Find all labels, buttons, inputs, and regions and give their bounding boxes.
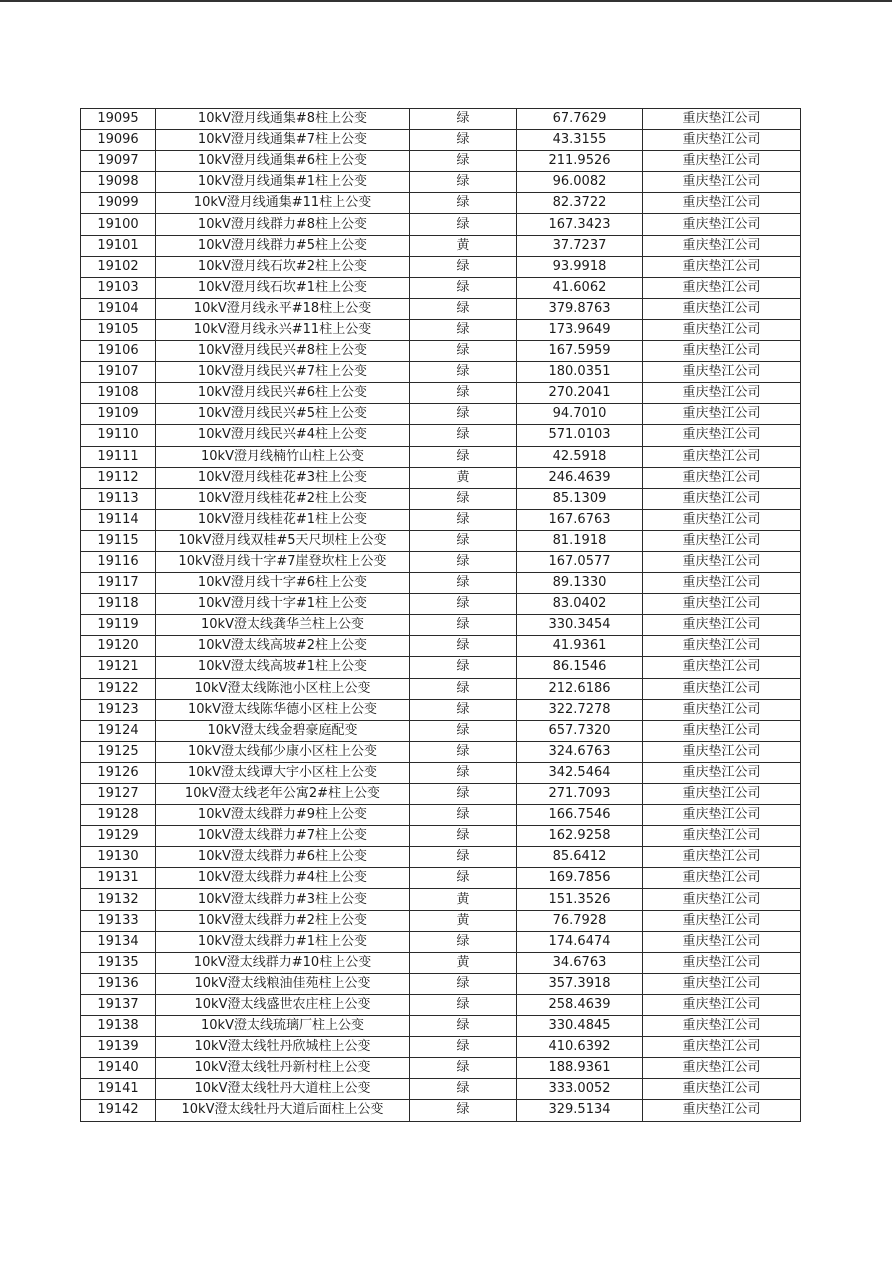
transformer-name-cell: 10kV澄月线桂花#3柱上公变 xyxy=(156,467,410,488)
transformer-name-cell: 10kV澄太线郁少康小区柱上公变 xyxy=(156,741,410,762)
transformer-name-cell: 10kV澄太线龚华兰柱上公变 xyxy=(156,615,410,636)
company-cell: 重庆垫江公司 xyxy=(643,130,801,151)
company-cell: 重庆垫江公司 xyxy=(643,615,801,636)
table-row xyxy=(81,931,801,952)
status-cell: 绿 xyxy=(410,762,517,783)
value-cell: 167.0577 xyxy=(517,551,643,572)
transformer-name-cell: 10kV澄月线民兴#8柱上公变 xyxy=(156,341,410,362)
value-cell: 34.6763 xyxy=(517,952,643,973)
row-id-cell: 19137 xyxy=(81,994,156,1015)
status-cell: 绿 xyxy=(410,172,517,193)
transformer-name-cell: 10kV澄月线群力#5柱上公变 xyxy=(156,235,410,256)
company-cell: 重庆垫江公司 xyxy=(643,952,801,973)
transformer-name-cell: 10kV澄月线民兴#7柱上公变 xyxy=(156,362,410,383)
value-cell: 188.9361 xyxy=(517,1058,643,1079)
status-cell: 绿 xyxy=(410,657,517,678)
table-row xyxy=(81,784,801,805)
value-cell: 85.6412 xyxy=(517,847,643,868)
row-id-cell: 19097 xyxy=(81,151,156,172)
status-cell: 绿 xyxy=(410,530,517,551)
table-row xyxy=(81,172,801,193)
table-row xyxy=(81,826,801,847)
value-cell: 37.7237 xyxy=(517,235,643,256)
row-id-cell: 19142 xyxy=(81,1100,156,1121)
table-row xyxy=(81,678,801,699)
row-id-cell: 19138 xyxy=(81,1016,156,1037)
row-id-cell: 19100 xyxy=(81,214,156,235)
status-cell: 绿 xyxy=(410,805,517,826)
row-id-cell: 19105 xyxy=(81,319,156,340)
transformer-name-cell: 10kV澄太线群力#3柱上公变 xyxy=(156,889,410,910)
status-cell: 绿 xyxy=(410,615,517,636)
row-id-cell: 19129 xyxy=(81,826,156,847)
table-row xyxy=(81,362,801,383)
value-cell: 246.4639 xyxy=(517,467,643,488)
transformer-name-cell: 10kV澄太线粮油佳苑柱上公变 xyxy=(156,973,410,994)
status-cell: 绿 xyxy=(410,573,517,594)
table-row xyxy=(81,1037,801,1058)
row-id-cell: 19112 xyxy=(81,467,156,488)
table-row xyxy=(81,488,801,509)
row-id-cell: 19136 xyxy=(81,973,156,994)
table-row xyxy=(81,151,801,172)
status-cell: 绿 xyxy=(410,868,517,889)
row-id-cell: 19133 xyxy=(81,910,156,931)
status-cell: 绿 xyxy=(410,1016,517,1037)
value-cell: 42.5918 xyxy=(517,446,643,467)
company-cell: 重庆垫江公司 xyxy=(643,784,801,805)
table-row xyxy=(81,298,801,319)
transformer-name-cell: 10kV澄月线永兴#11柱上公变 xyxy=(156,319,410,340)
value-cell: 41.6062 xyxy=(517,277,643,298)
table-row xyxy=(81,573,801,594)
status-cell: 绿 xyxy=(410,994,517,1015)
table-row xyxy=(81,594,801,615)
table-row xyxy=(81,446,801,467)
value-cell: 571.0103 xyxy=(517,425,643,446)
row-id-cell: 19131 xyxy=(81,868,156,889)
status-cell: 绿 xyxy=(410,362,517,383)
status-cell: 绿 xyxy=(410,298,517,319)
transformer-name-cell: 10kV澄月线桂花#1柱上公变 xyxy=(156,509,410,530)
value-cell: 211.9526 xyxy=(517,151,643,172)
value-cell: 83.0402 xyxy=(517,594,643,615)
row-id-cell: 19126 xyxy=(81,762,156,783)
table-row xyxy=(81,404,801,425)
company-cell: 重庆垫江公司 xyxy=(643,151,801,172)
transformer-name-cell: 10kV澄月线通集#1柱上公变 xyxy=(156,172,410,193)
table-row xyxy=(81,952,801,973)
row-id-cell: 19139 xyxy=(81,1037,156,1058)
row-id-cell: 19120 xyxy=(81,636,156,657)
value-cell: 166.7546 xyxy=(517,805,643,826)
company-cell: 重庆垫江公司 xyxy=(643,931,801,952)
status-cell: 绿 xyxy=(410,319,517,340)
row-id-cell: 19099 xyxy=(81,193,156,214)
value-cell: 169.7856 xyxy=(517,868,643,889)
transformer-name-cell: 10kV澄月线十字#1柱上公变 xyxy=(156,594,410,615)
row-id-cell: 19128 xyxy=(81,805,156,826)
company-cell: 重庆垫江公司 xyxy=(643,636,801,657)
table-row xyxy=(81,235,801,256)
table-row xyxy=(81,551,801,572)
transformer-name-cell: 10kV澄月线民兴#5柱上公变 xyxy=(156,404,410,425)
row-id-cell: 19114 xyxy=(81,509,156,530)
company-cell: 重庆垫江公司 xyxy=(643,762,801,783)
row-id-cell: 19135 xyxy=(81,952,156,973)
status-cell: 绿 xyxy=(410,741,517,762)
transformer-name-cell: 10kV澄太线群力#7柱上公变 xyxy=(156,826,410,847)
status-cell: 绿 xyxy=(410,678,517,699)
company-cell: 重庆垫江公司 xyxy=(643,298,801,319)
transformer-name-cell: 10kV澄太线群力#2柱上公变 xyxy=(156,910,410,931)
row-id-cell: 19107 xyxy=(81,362,156,383)
row-id-cell: 19102 xyxy=(81,256,156,277)
value-cell: 167.5959 xyxy=(517,341,643,362)
table-row xyxy=(81,973,801,994)
table-body xyxy=(81,109,801,1122)
row-id-cell: 19106 xyxy=(81,341,156,362)
row-id-cell: 19134 xyxy=(81,931,156,952)
status-cell: 绿 xyxy=(410,931,517,952)
table-row xyxy=(81,994,801,1015)
transformer-name-cell: 10kV澄太线群力#10柱上公变 xyxy=(156,952,410,973)
company-cell: 重庆垫江公司 xyxy=(643,488,801,509)
table-row xyxy=(81,720,801,741)
transformer-name-cell: 10kV澄太线高坡#1柱上公变 xyxy=(156,657,410,678)
company-cell: 重庆垫江公司 xyxy=(643,193,801,214)
status-cell: 绿 xyxy=(410,425,517,446)
status-cell: 绿 xyxy=(410,130,517,151)
table-row xyxy=(81,341,801,362)
transformer-name-cell: 10kV澄太线群力#4柱上公变 xyxy=(156,868,410,889)
company-cell: 重庆垫江公司 xyxy=(643,467,801,488)
status-cell: 黄 xyxy=(410,910,517,931)
value-cell: 333.0052 xyxy=(517,1079,643,1100)
status-cell: 绿 xyxy=(410,341,517,362)
transformer-name-cell: 10kV澄太线群力#6柱上公变 xyxy=(156,847,410,868)
row-id-cell: 19110 xyxy=(81,425,156,446)
status-cell: 绿 xyxy=(410,404,517,425)
company-cell: 重庆垫江公司 xyxy=(643,826,801,847)
value-cell: 96.0082 xyxy=(517,172,643,193)
table-row xyxy=(81,530,801,551)
transformer-name-cell: 10kV澄月线通集#7柱上公变 xyxy=(156,130,410,151)
status-cell: 黄 xyxy=(410,235,517,256)
table-row xyxy=(81,741,801,762)
table-row xyxy=(81,425,801,446)
row-id-cell: 19132 xyxy=(81,889,156,910)
company-cell: 重庆垫江公司 xyxy=(643,362,801,383)
transformer-name-cell: 10kV澄太线群力#1柱上公变 xyxy=(156,931,410,952)
value-cell: 82.3722 xyxy=(517,193,643,214)
table-row xyxy=(81,910,801,931)
value-cell: 67.7629 xyxy=(517,109,643,130)
value-cell: 162.9258 xyxy=(517,826,643,847)
value-cell: 43.3155 xyxy=(517,130,643,151)
row-id-cell: 19101 xyxy=(81,235,156,256)
company-cell: 重庆垫江公司 xyxy=(643,805,801,826)
transformer-name-cell: 10kV澄太线高坡#2柱上公变 xyxy=(156,636,410,657)
row-id-cell: 19124 xyxy=(81,720,156,741)
table-row xyxy=(81,762,801,783)
company-cell: 重庆垫江公司 xyxy=(643,1079,801,1100)
company-cell: 重庆垫江公司 xyxy=(643,973,801,994)
company-cell: 重庆垫江公司 xyxy=(643,256,801,277)
table-row xyxy=(81,193,801,214)
transformer-name-cell: 10kV澄太线牡丹欣城柱上公变 xyxy=(156,1037,410,1058)
status-cell: 黄 xyxy=(410,889,517,910)
transformer-name-cell: 10kV澄太线金碧豪庭配变 xyxy=(156,720,410,741)
row-id-cell: 19109 xyxy=(81,404,156,425)
table-row xyxy=(81,1100,801,1121)
status-cell: 绿 xyxy=(410,636,517,657)
value-cell: 167.6763 xyxy=(517,509,643,530)
row-id-cell: 19121 xyxy=(81,657,156,678)
row-id-cell: 19095 xyxy=(81,109,156,130)
company-cell: 重庆垫江公司 xyxy=(643,741,801,762)
value-cell: 357.3918 xyxy=(517,973,643,994)
status-cell: 绿 xyxy=(410,1079,517,1100)
value-cell: 270.2041 xyxy=(517,383,643,404)
table-row xyxy=(81,109,801,130)
company-cell: 重庆垫江公司 xyxy=(643,1058,801,1079)
transformer-name-cell: 10kV澄月线民兴#6柱上公变 xyxy=(156,383,410,404)
row-id-cell: 19122 xyxy=(81,678,156,699)
value-cell: 86.1546 xyxy=(517,657,643,678)
company-cell: 重庆垫江公司 xyxy=(643,341,801,362)
value-cell: 81.1918 xyxy=(517,530,643,551)
table-row xyxy=(81,214,801,235)
row-id-cell: 19096 xyxy=(81,130,156,151)
row-id-cell: 19108 xyxy=(81,383,156,404)
company-cell: 重庆垫江公司 xyxy=(643,425,801,446)
status-cell: 绿 xyxy=(410,826,517,847)
transformer-name-cell: 10kV澄太线牡丹大道后面柱上公变 xyxy=(156,1100,410,1121)
table-row xyxy=(81,889,801,910)
transformer-name-cell: 10kV澄月线桂花#2柱上公变 xyxy=(156,488,410,509)
company-cell: 重庆垫江公司 xyxy=(643,277,801,298)
table-row xyxy=(81,805,801,826)
status-cell: 绿 xyxy=(410,973,517,994)
table-row xyxy=(81,319,801,340)
status-cell: 绿 xyxy=(410,193,517,214)
value-cell: 89.1330 xyxy=(517,573,643,594)
status-cell: 绿 xyxy=(410,214,517,235)
transformer-name-cell: 10kV澄太线牡丹大道柱上公变 xyxy=(156,1079,410,1100)
company-cell: 重庆垫江公司 xyxy=(643,214,801,235)
company-cell: 重庆垫江公司 xyxy=(643,1016,801,1037)
value-cell: 322.7278 xyxy=(517,699,643,720)
company-cell: 重庆垫江公司 xyxy=(643,699,801,720)
value-cell: 94.7010 xyxy=(517,404,643,425)
transformer-name-cell: 10kV澄月线民兴#4柱上公变 xyxy=(156,425,410,446)
value-cell: 258.4639 xyxy=(517,994,643,1015)
company-cell: 重庆垫江公司 xyxy=(643,551,801,572)
table-row xyxy=(81,847,801,868)
transformer-name-cell: 10kV澄太线群力#9柱上公变 xyxy=(156,805,410,826)
table-row xyxy=(81,383,801,404)
transformer-name-cell: 10kV澄月线楠竹山柱上公变 xyxy=(156,446,410,467)
row-id-cell: 19117 xyxy=(81,573,156,594)
transformer-name-cell: 10kV澄月线十字#6柱上公变 xyxy=(156,573,410,594)
value-cell: 410.6392 xyxy=(517,1037,643,1058)
row-id-cell: 19098 xyxy=(81,172,156,193)
transformer-name-cell: 10kV澄月线永平#18柱上公变 xyxy=(156,298,410,319)
transformer-name-cell: 10kV澄月线通集#11柱上公变 xyxy=(156,193,410,214)
company-cell: 重庆垫江公司 xyxy=(643,109,801,130)
value-cell: 167.3423 xyxy=(517,214,643,235)
transformer-name-cell: 10kV澄月线十字#7崖登坎柱上公变 xyxy=(156,551,410,572)
status-cell: 黄 xyxy=(410,952,517,973)
table-row xyxy=(81,256,801,277)
company-cell: 重庆垫江公司 xyxy=(643,994,801,1015)
value-cell: 330.3454 xyxy=(517,615,643,636)
status-cell: 绿 xyxy=(410,551,517,572)
value-cell: 342.5464 xyxy=(517,762,643,783)
row-id-cell: 19113 xyxy=(81,488,156,509)
value-cell: 76.7928 xyxy=(517,910,643,931)
status-cell: 绿 xyxy=(410,446,517,467)
status-cell: 黄 xyxy=(410,467,517,488)
value-cell: 41.9361 xyxy=(517,636,643,657)
page-top-rule xyxy=(0,0,892,2)
row-id-cell: 19119 xyxy=(81,615,156,636)
table-row xyxy=(81,1079,801,1100)
status-cell: 绿 xyxy=(410,151,517,172)
status-cell: 绿 xyxy=(410,784,517,805)
company-cell: 重庆垫江公司 xyxy=(643,319,801,340)
table-row xyxy=(81,277,801,298)
row-id-cell: 19103 xyxy=(81,277,156,298)
company-cell: 重庆垫江公司 xyxy=(643,235,801,256)
row-id-cell: 19123 xyxy=(81,699,156,720)
company-cell: 重庆垫江公司 xyxy=(643,889,801,910)
transformer-name-cell: 10kV澄太线盛世农庄柱上公变 xyxy=(156,994,410,1015)
value-cell: 151.3526 xyxy=(517,889,643,910)
status-cell: 绿 xyxy=(410,699,517,720)
company-cell: 重庆垫江公司 xyxy=(643,446,801,467)
table-row xyxy=(81,636,801,657)
table-row xyxy=(81,1016,801,1037)
transformer-name-cell: 10kV澄太线谭大宇小区柱上公变 xyxy=(156,762,410,783)
company-cell: 重庆垫江公司 xyxy=(643,404,801,425)
company-cell: 重庆垫江公司 xyxy=(643,1100,801,1121)
table-row xyxy=(81,130,801,151)
status-cell: 绿 xyxy=(410,277,517,298)
value-cell: 379.8763 xyxy=(517,298,643,319)
table-row xyxy=(81,657,801,678)
status-cell: 绿 xyxy=(410,1037,517,1058)
row-id-cell: 19104 xyxy=(81,298,156,319)
transformer-name-cell: 10kV澄太线陈华德小区柱上公变 xyxy=(156,699,410,720)
row-id-cell: 19141 xyxy=(81,1079,156,1100)
value-cell: 271.7093 xyxy=(517,784,643,805)
row-id-cell: 19115 xyxy=(81,530,156,551)
status-cell: 绿 xyxy=(410,1058,517,1079)
status-cell: 绿 xyxy=(410,256,517,277)
status-cell: 绿 xyxy=(410,1100,517,1121)
table-row xyxy=(81,509,801,530)
transformer-name-cell: 10kV澄月线通集#8柱上公变 xyxy=(156,109,410,130)
value-cell: 329.5134 xyxy=(517,1100,643,1121)
value-cell: 212.6186 xyxy=(517,678,643,699)
transformer-name-cell: 10kV澄太线牡丹新村柱上公变 xyxy=(156,1058,410,1079)
transformer-table xyxy=(80,108,801,1122)
value-cell: 93.9918 xyxy=(517,256,643,277)
company-cell: 重庆垫江公司 xyxy=(643,868,801,889)
value-cell: 324.6763 xyxy=(517,741,643,762)
value-cell: 173.9649 xyxy=(517,319,643,340)
table-row xyxy=(81,1058,801,1079)
transformer-name-cell: 10kV澄月线石坎#2柱上公变 xyxy=(156,256,410,277)
row-id-cell: 19140 xyxy=(81,1058,156,1079)
value-cell: 174.6474 xyxy=(517,931,643,952)
status-cell: 绿 xyxy=(410,720,517,741)
status-cell: 绿 xyxy=(410,109,517,130)
transformer-name-cell: 10kV澄太线琉璃厂柱上公变 xyxy=(156,1016,410,1037)
company-cell: 重庆垫江公司 xyxy=(643,847,801,868)
company-cell: 重庆垫江公司 xyxy=(643,383,801,404)
row-id-cell: 19127 xyxy=(81,784,156,805)
company-cell: 重庆垫江公司 xyxy=(643,172,801,193)
company-cell: 重庆垫江公司 xyxy=(643,678,801,699)
value-cell: 657.7320 xyxy=(517,720,643,741)
status-cell: 绿 xyxy=(410,847,517,868)
row-id-cell: 19111 xyxy=(81,446,156,467)
status-cell: 绿 xyxy=(410,383,517,404)
status-cell: 绿 xyxy=(410,488,517,509)
company-cell: 重庆垫江公司 xyxy=(643,530,801,551)
value-cell: 180.0351 xyxy=(517,362,643,383)
company-cell: 重庆垫江公司 xyxy=(643,910,801,931)
company-cell: 重庆垫江公司 xyxy=(643,509,801,530)
company-cell: 重庆垫江公司 xyxy=(643,594,801,615)
transformer-name-cell: 10kV澄月线石坎#1柱上公变 xyxy=(156,277,410,298)
transformer-name-cell: 10kV澄月线双桂#5天尺坝柱上公变 xyxy=(156,530,410,551)
status-cell: 绿 xyxy=(410,509,517,530)
transformer-name-cell: 10kV澄月线群力#8柱上公变 xyxy=(156,214,410,235)
value-cell: 330.4845 xyxy=(517,1016,643,1037)
company-cell: 重庆垫江公司 xyxy=(643,657,801,678)
row-id-cell: 19118 xyxy=(81,594,156,615)
row-id-cell: 19125 xyxy=(81,741,156,762)
table-row xyxy=(81,615,801,636)
company-cell: 重庆垫江公司 xyxy=(643,720,801,741)
transformer-name-cell: 10kV澄月线通集#6柱上公变 xyxy=(156,151,410,172)
status-cell: 绿 xyxy=(410,594,517,615)
table-row xyxy=(81,868,801,889)
transformer-name-cell: 10kV澄太线老年公寓2#柱上公变 xyxy=(156,784,410,805)
value-cell: 85.1309 xyxy=(517,488,643,509)
row-id-cell: 19130 xyxy=(81,847,156,868)
table-row xyxy=(81,467,801,488)
company-cell: 重庆垫江公司 xyxy=(643,573,801,594)
company-cell: 重庆垫江公司 xyxy=(643,1037,801,1058)
transformer-name-cell: 10kV澄太线陈池小区柱上公变 xyxy=(156,678,410,699)
table-row xyxy=(81,699,801,720)
row-id-cell: 19116 xyxy=(81,551,156,572)
